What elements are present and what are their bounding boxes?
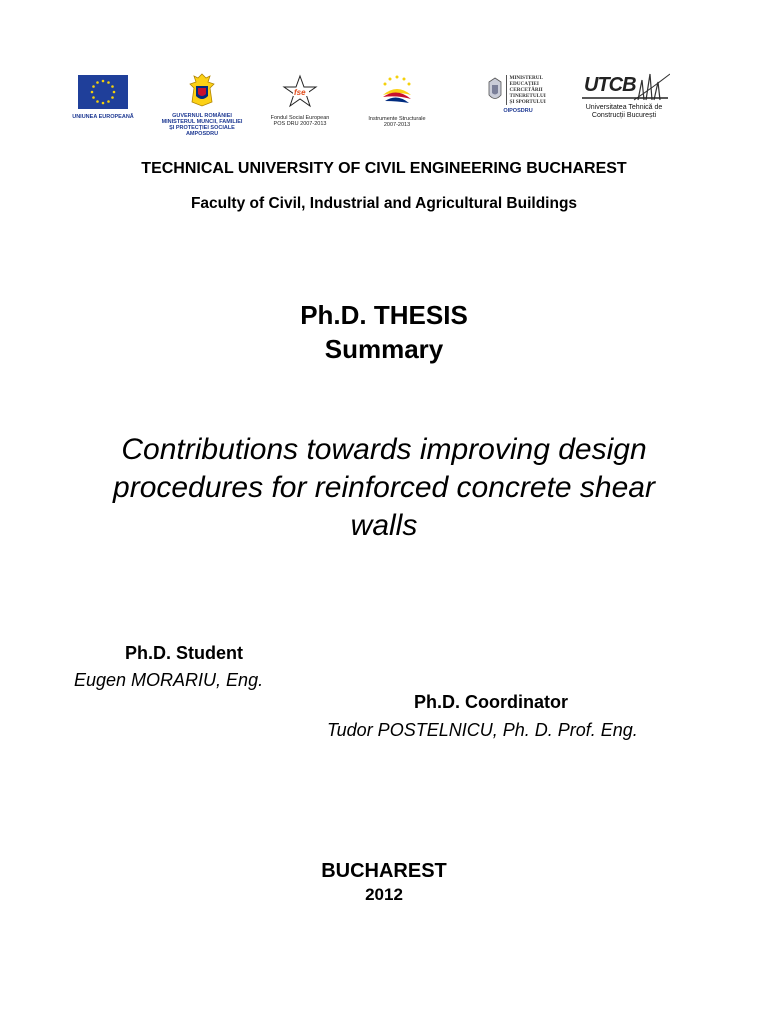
oiposdru-caption: OIPOSDRU	[503, 108, 533, 114]
thesis-title-line-2: procedures for reinforced concrete shear	[113, 471, 655, 504]
city: BUCHAREST	[321, 860, 447, 882]
thesis-title-line-3: walls	[350, 509, 418, 542]
ministry-crest-icon	[487, 77, 503, 103]
utcb-caption: Universitatea Tehnică de Construcții București	[585, 104, 663, 119]
svg-text:fse: fse	[294, 88, 306, 97]
gov-logo	[160, 72, 244, 137]
gov-caption: GUVERNUL ROMÂNIEI MINISTERUL MUNCII, FAMILIEI ȘI PROTECȚIEI SOCIALE AMPOSDRU	[161, 113, 243, 137]
faculty-name: Faculty of Civil, Industrial and Agricultural Buildings	[190, 195, 578, 212]
eu-caption: UNIUNEA EUROPEANĂ	[72, 114, 134, 120]
university-name: TECHNICAL UNIVERSITY OF CIVIL ENGINEERING BUCHAREST	[141, 160, 627, 177]
fse-caption: Fondul Social European POS DRU 2007-2013	[270, 115, 330, 127]
coordinator-label: Ph.D. Coordinator	[414, 692, 568, 712]
structural-instruments-logo	[362, 73, 432, 128]
eu-flag-icon	[78, 75, 128, 109]
fse-logo	[265, 74, 335, 127]
utcb-logo	[576, 70, 672, 120]
ministry-logo	[482, 72, 554, 114]
student-name: Eugen MORARIU, Eng.	[74, 670, 264, 690]
thesis-subheading: Summary	[324, 334, 444, 364]
eu-logo	[70, 75, 136, 120]
coordinator-name: Tudor POSTELNICU, Ph. D. Prof. Eng.	[327, 720, 638, 740]
utcb-text: UTCB	[584, 74, 636, 96]
fse-star-icon	[281, 74, 319, 110]
structural-instruments-caption: Instrumente Structurale 2007-2013	[368, 116, 426, 128]
thesis-heading: Ph.D. THESIS	[300, 300, 468, 330]
year: 2012	[365, 885, 403, 904]
ministry-name: MINISTERUL EDUCAȚIEI CERCETĂRII TINERETULUI ȘI SPORTULUI	[509, 75, 546, 105]
coat-of-arms-icon	[188, 72, 216, 108]
student-label: Ph.D. Student	[125, 643, 243, 663]
structural-instruments-icon	[377, 73, 417, 111]
thesis-title-line-1: Contributions towards improving design	[121, 433, 647, 466]
